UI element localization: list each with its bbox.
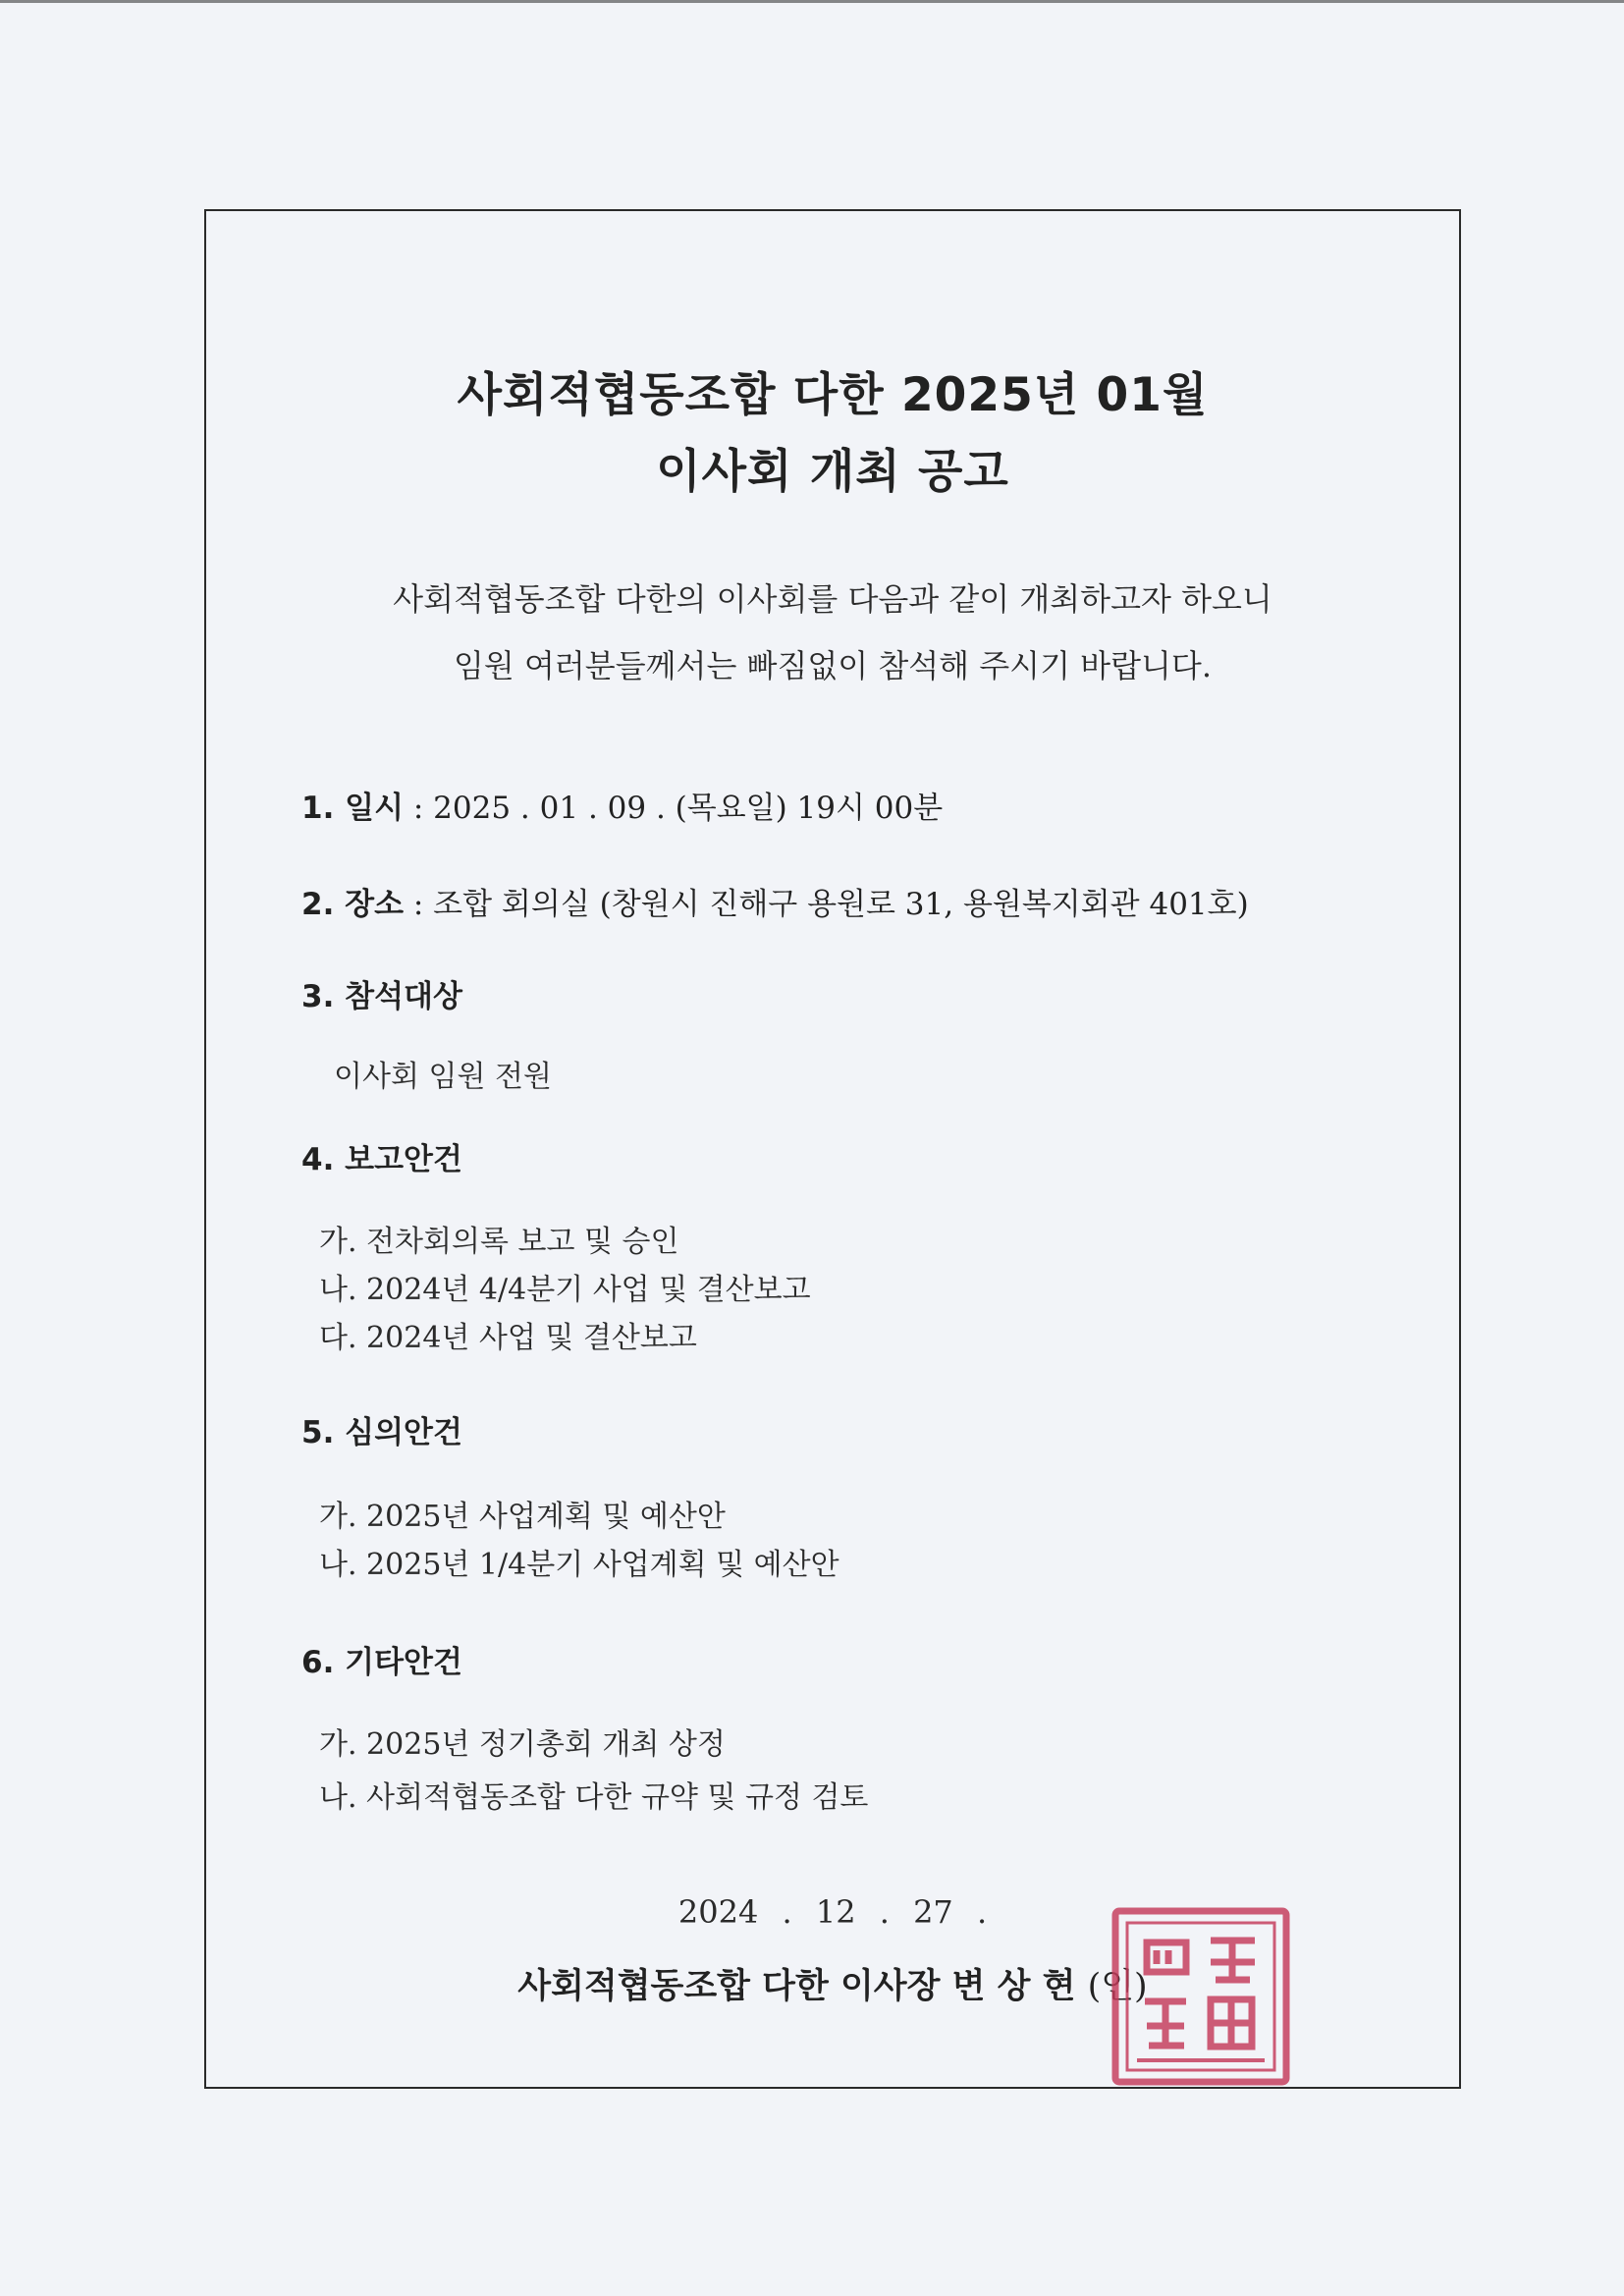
scan-edge xyxy=(0,0,1624,3)
intro-line2: 임원 여러분들께서는 빠짐없이 참석해 주시기 바랍니다. xyxy=(453,647,1212,684)
intro-line1: 사회적협동조합 다한의 이사회를 다음과 같이 개최하고자 하오니 xyxy=(393,580,1272,618)
other-item: 나. 사회적협동조합 다한 규약 및 규정 검토 xyxy=(319,1780,869,1815)
report-item: 다. 2024년 사업 및 결산보고 xyxy=(319,1321,697,1355)
attendees-label: 3. 참석대상 xyxy=(301,979,462,1014)
official-seal-icon xyxy=(1108,1903,1294,2090)
datetime-row xyxy=(301,783,943,827)
report-label: 4. 보고안건 xyxy=(301,1142,462,1177)
attendees-value: 이사회 임원 전원 xyxy=(334,1060,552,1094)
deliberation-item: 가. 2025년 사업계획 및 예산안 xyxy=(319,1500,726,1534)
report-item: 나. 2024년 4/4분기 사업 및 결산보고 xyxy=(319,1273,811,1307)
notice-title-line2: 이사회 개최 공고 xyxy=(656,445,1009,499)
notice-frame xyxy=(204,209,1461,2089)
place-label: 2. 장소 xyxy=(301,887,405,922)
place-row xyxy=(301,879,1249,923)
datetime-value: : 2025 . 01 . 09 . (목요일) 19시 00분 xyxy=(404,791,944,826)
report-item: 가. 전차회의록 보고 및 승인 xyxy=(319,1225,679,1259)
deliberation-item: 나. 2025년 1/4분기 사업계획 및 예산안 xyxy=(319,1548,839,1582)
other-item: 가. 2025년 정기총회 개최 상정 xyxy=(319,1727,726,1762)
signer-name: 사회적협동조합 다한 이사장 변 상 현 xyxy=(517,1967,1076,2006)
notice-title-line1: 사회적협동조합 다한 2025년 01월 xyxy=(457,368,1209,422)
place-value: : 조합 회의실 (창원시 진해구 용원로 31, 용원복지회관 401호) xyxy=(404,887,1249,922)
deliberation-label: 5. 심의안건 xyxy=(301,1415,462,1450)
datetime-label: 1. 일시 xyxy=(301,791,405,826)
seal-mark: (인) xyxy=(1087,1967,1148,2006)
notice-date: 2024 . 12 . 27 . xyxy=(677,1893,988,1931)
other-label: 6. 기타안건 xyxy=(301,1645,462,1680)
